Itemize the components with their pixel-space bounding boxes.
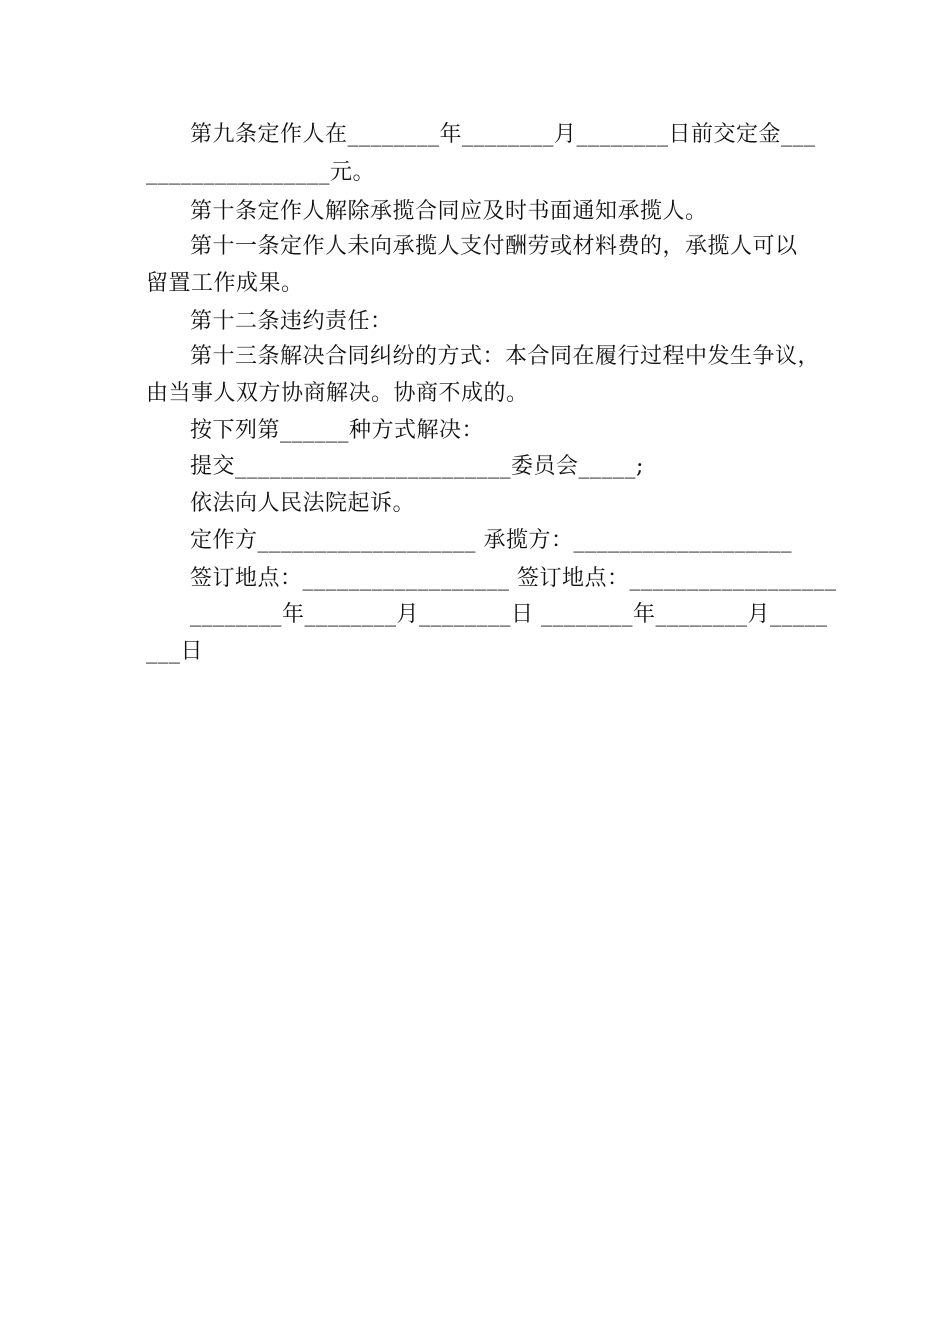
clause-11-line-2: 留置工作成果。 <box>146 271 304 296</box>
clause-9-line-1: 第九条定作人在________年________月________日前交定金___ <box>190 122 816 147</box>
clause-10: 第十条定作人解除承揽合同应及时书面通知承揽人。 <box>190 199 708 224</box>
signing-place-line: 签订地点：__________________ 签订地点：__________________ <box>190 566 837 591</box>
arbitration-line: 提交________________________委员会_____; <box>190 454 644 479</box>
signing-date-line-2: ___日 <box>146 639 204 664</box>
party-signature-line: 定作方___________________ 承揽方：___________________ <box>190 528 792 553</box>
clause-11-line-1: 第十一条定作人未向承揽人支付酬劳或材料费的，承揽人可以 <box>190 234 798 259</box>
clause-12: 第十二条违约责任： <box>190 309 393 334</box>
litigation-line: 依法向人民法院起诉。 <box>190 491 416 516</box>
clause-9-line-2: ________________元。 <box>146 160 376 185</box>
clause-13-line-2: 由当事人双方协商解决。协商不成的。 <box>146 381 529 406</box>
signing-date-line-1: ________年________月________日 ________年________月_____ <box>190 602 828 627</box>
clause-13-line-1: 第十三条解决合同纠纷的方式：本合同在履行过程中发生争议， <box>190 344 821 369</box>
resolution-method-line: 按下列第______种方式解决： <box>190 418 485 443</box>
document-page <box>146 0 837 1344</box>
